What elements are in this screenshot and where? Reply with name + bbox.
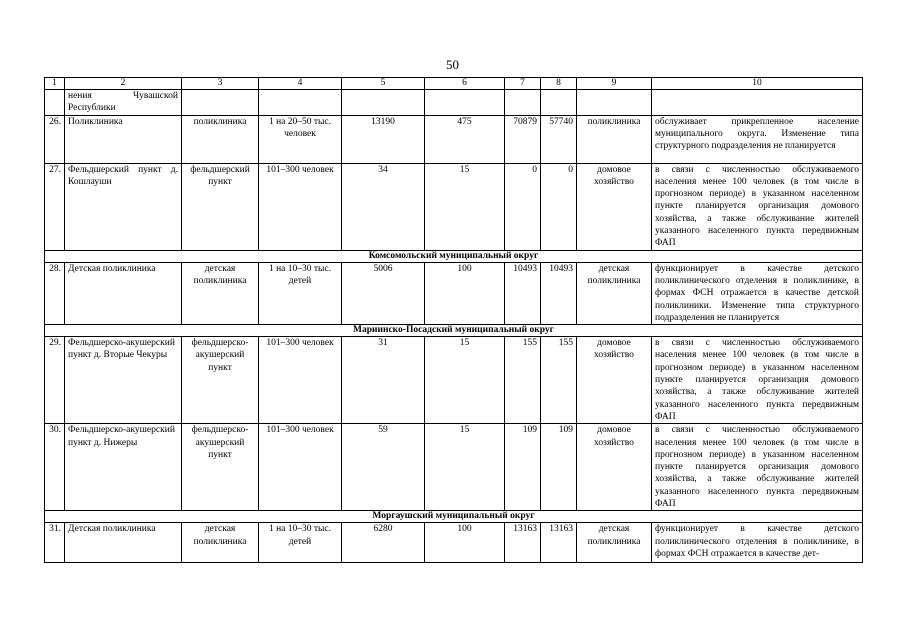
service-capacity: 1 на 20–50 тыс. человек: [259, 115, 342, 163]
column-number: 4: [259, 78, 342, 90]
service-capacity: 1 на 10–30 тыс. детей: [259, 523, 342, 563]
value-col-7: 155: [505, 337, 541, 424]
value-col-6: 15: [425, 337, 505, 424]
comment: обслуживает прикрепленное население муниципального округа. Изменение типа структурного подразделения не планируется: [652, 115, 863, 163]
table-row: [45, 523, 863, 563]
planned-type: поликлиника: [577, 115, 652, 163]
comment: в связи с численностью обслуживаемого населения менее 100 человек (в том числе в прогнозном периоде) в указанном населенном пункте планируется организация домового хозяйства, а также обслуживание жителей указанного населенного пункта передвижным ФАП: [652, 337, 863, 424]
value-col-7: 109: [505, 424, 541, 511]
row-number: 29.: [45, 337, 65, 424]
section-heading: Моргаушский муниципальный округ: [45, 511, 863, 523]
facility-name: Поликлиника: [65, 115, 182, 163]
value-col-5: 34: [342, 163, 425, 250]
facility-name: Фельдшерско-акушерский пункт д. Вторые Чекуры: [65, 337, 182, 424]
planned-type: детская поликлиника: [577, 262, 652, 324]
facility-name: Фельдшерский пункт д. Кошлауши: [65, 163, 182, 250]
row-number: 26.: [45, 115, 65, 163]
section-row: [45, 511, 863, 523]
value-col-5: 59: [342, 424, 425, 511]
service-capacity: 1 на 10–30 тыс. детей: [259, 262, 342, 324]
value-col-5: 13190: [342, 115, 425, 163]
service-capacity: 101–300 человек: [259, 424, 342, 511]
value-col-5: 31: [342, 337, 425, 424]
value-col-6: 100: [425, 262, 505, 324]
table-row: [45, 163, 863, 250]
row-number: 31.: [45, 523, 65, 563]
section-heading: Мариинско-Посадский муниципальный округ: [45, 325, 863, 337]
planned-type: домовое хозяйство: [577, 163, 652, 250]
value-col-5: 5006: [342, 262, 425, 324]
value-col-6: 15: [425, 424, 505, 511]
column-number: 8: [541, 78, 577, 90]
row-number: 28.: [45, 262, 65, 324]
facility-type: фельдшерско-акушерский пункт: [182, 424, 259, 511]
comment: функционирует в качестве детского поликлинического отделения в поликлинике, в формах ФСН отражается в качестве детской поликлиники. Изменение типа структурного подразделения не планируется: [652, 262, 863, 324]
section-heading: Комсомольский муниципальный округ: [45, 250, 863, 262]
column-number: 3: [182, 78, 259, 90]
value-col-7: 0: [505, 163, 541, 250]
facility-name: Фельдшерско-акушерский пункт д. Нижеры: [65, 424, 182, 511]
comment: в связи с численностью обслуживаемого населения менее 100 человек (в том числе в прогнозном периоде) в указанном населенном пункте планируется организация домового хозяйства, а также обслуживание жителей указанного населенного пункта передвижным ФАП: [652, 424, 863, 511]
row-number: 30.: [45, 424, 65, 511]
facility-name: Детская поликлиника: [65, 523, 182, 563]
column-number: 5: [342, 78, 425, 90]
table-row: [45, 337, 863, 424]
comment: в связи с численностью обслуживаемого населения менее 100 человек (в том числе в прогнозном периоде) в указанном населенном пункте планируется организация домового хозяйства, а также обслуживание жителей указанного населенного пункта передвижным ФАП: [652, 163, 863, 250]
column-number-row: [45, 78, 863, 90]
planned-type: домовое хозяйство: [577, 424, 652, 511]
facility-type: детская поликлиника: [182, 262, 259, 324]
comment: функционирует в качестве детского поликлинического отделения в поликлинике, в формах ФСН отражается в качестве дет-: [652, 523, 863, 563]
column-number: 1: [45, 78, 65, 90]
column-number: 9: [577, 78, 652, 90]
facility-type: поликлиника: [182, 115, 259, 163]
value-col-7: 70879: [505, 115, 541, 163]
table-row: [45, 115, 863, 163]
value-col-8: 13163: [541, 523, 577, 563]
facility-name: Детская поликлиника: [65, 262, 182, 324]
facility-name: нения Чувашской Республики: [65, 90, 182, 116]
service-capacity: 101–300 человек: [259, 337, 342, 424]
value-col-8: 57740: [541, 115, 577, 163]
facility-type: фельдшерско-акушерский пункт: [182, 337, 259, 424]
page-number: 50: [446, 57, 459, 72]
planned-type: детская поликлиника: [577, 523, 652, 563]
planned-type: домовое хозяйство: [577, 337, 652, 424]
value-col-6: 15: [425, 163, 505, 250]
column-number: 10: [652, 78, 863, 90]
service-capacity: 101–300 человек: [259, 163, 342, 250]
section-row: [45, 325, 863, 337]
value-col-8: 155: [541, 337, 577, 424]
table-row: [45, 424, 863, 511]
facilities-table: [44, 77, 863, 563]
value-col-6: 100: [425, 523, 505, 563]
value-col-8: 10493: [541, 262, 577, 324]
value-col-7: 13163: [505, 523, 541, 563]
table-row-carry-over: [45, 90, 863, 116]
table-row: [45, 262, 863, 324]
column-number: 2: [65, 78, 182, 90]
section-row: [45, 250, 863, 262]
row-number: 27.: [45, 163, 65, 250]
column-number: 6: [425, 78, 505, 90]
facility-type: детская поликлиника: [182, 523, 259, 563]
value-col-8: 109: [541, 424, 577, 511]
value-col-7: 10493: [505, 262, 541, 324]
value-col-6: 475: [425, 115, 505, 163]
value-col-5: 6280: [342, 523, 425, 563]
column-number: 7: [505, 78, 541, 90]
value-col-8: 0: [541, 163, 577, 250]
facility-type: фельдшерский пункт: [182, 163, 259, 250]
